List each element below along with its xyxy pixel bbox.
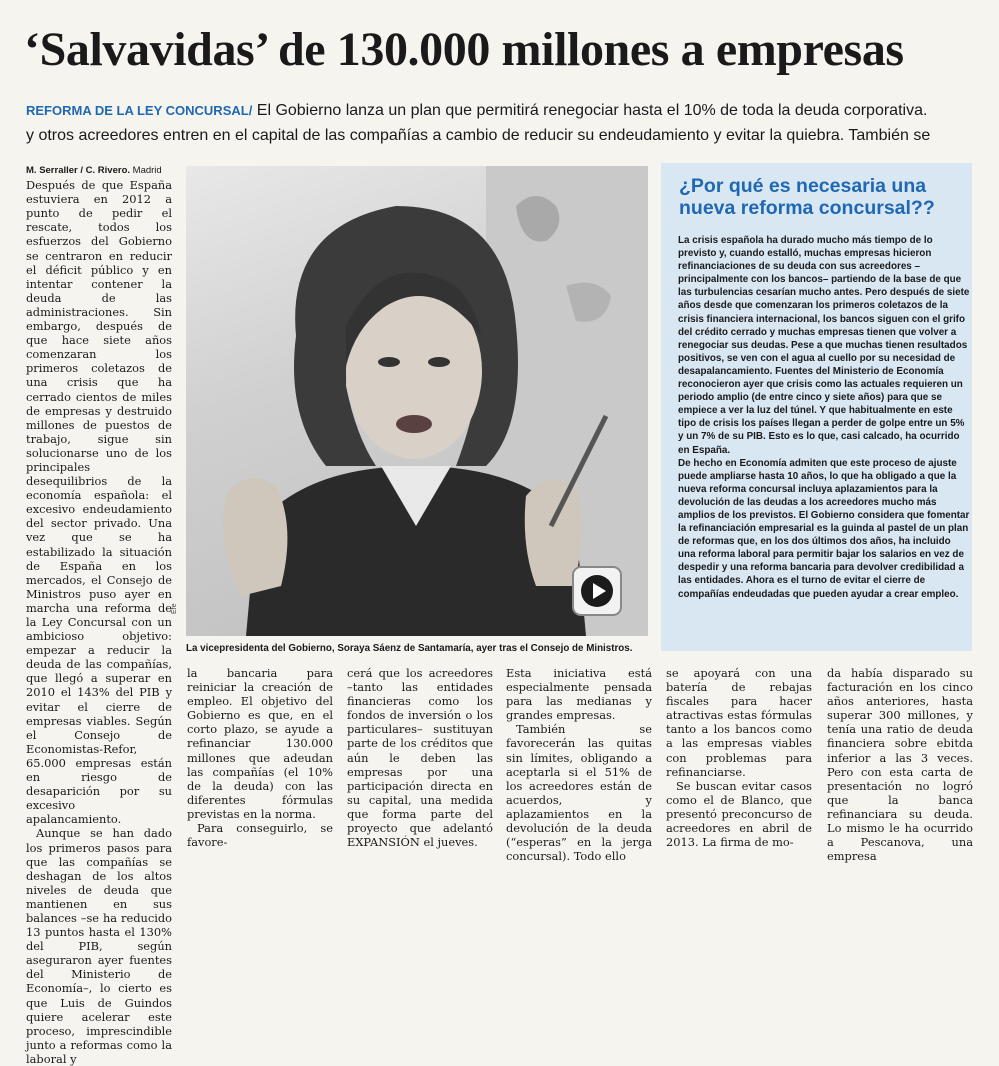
standfirst-line-2: y otros acreedores entren en el capital de las compañías a cambio de reducir su endeudamiento y evitar la quiebra. También se [26, 127, 931, 144]
article-paragraph: se apoyará con una batería de rebajas fiscales para hacer atractivas estas fórmulas tanto a los bancos como a las empresas viables con problemas para refinanciarse. [666, 666, 812, 779]
play-triangle-icon [593, 583, 606, 599]
sidebar-title: ¿Por qué es necesaria una nueva reforma concursal?? [679, 175, 935, 219]
article-paragraph: Para conseguirlo, se favore- [187, 821, 333, 850]
byline-city: Madrid [132, 165, 162, 176]
headline: ‘Salvavidas’ de 130.000 millones a empresas [24, 23, 904, 76]
article-column-4 [506, 666, 652, 863]
article-paragraph: da había disparado su facturación en los cinco años anteriores, hasta superar 300 millones, y tenía una ratio de deuda financiera sobre ebitda inferior a las 3 veces. Pero con esta carta de presentación no logró que la banca refinanciara su deuda. Lo mismo le ha ocurrido a Pescanova, una empresa [827, 666, 973, 864]
article-paragraph: También se favorecerán las quitas sin límites, obligando a aceptarla si el 51% de los acreedores están de acuerdos, y aplazamientos en la devolución de la deuda (“esperas” en la jerga concursal). Todo ello [506, 722, 652, 864]
video-play-button[interactable] [572, 566, 622, 616]
sidebar-text [678, 234, 970, 601]
article-paragraph: Después de que España estuviera en 2012 a punto de pedir el rescate, todos los esfuerzos del Gobierno se centraron en reducir el déficit público y en intentar contener la deuda de las administraciones. Sin embargo, después de que hace siete años comenzaran los primeros coletazos de una crisis que ha cerrado cientos de miles de empresas y destruido millones de puestos de trabajo, sigue sin solucionarse uno de los principales desequilibrios de la economía española: el excesivo endeudamiento del sector privado. Una vez que se ha estabilizado la situación de España en los mercados, el Consejo de Ministros puso ayer en marcha una reforma de la Ley Concursal con un ambicioso objetivo: empezar a reducir la deuda de las compañías, que llegó a superar en 2010 el 143% del PIB y evitar el cierre de empresas viables. Según el Consejo de Economistas-Refor, 65.000 empresas están en riesgo de desaparición por su excesivo apalancamiento. [26, 178, 172, 827]
byline-authors: M. Serraller / C. Rivero. [26, 165, 131, 176]
sidebar-paragraph: La crisis española ha durado mucho más tiempo de lo previsto y, cuando estalló, muchas empresas hicieron refinanciaciones de su deuda con sus acreedores –principalmente con los bancos– partiendo de la base de que las turbulencias cesarían mucho antes. Pero después de siete años desde que comenzaran los primeros coletazos de la crisis financiera internacional, los bancos siguen con el grifo del crédito cerrado y muchas empresas tienen que volver a renegociar sus deudas. Pese a que muchas tienen resultados positivos, se ven con el agua al cuello por su necesidad de desapalancamiento. Fuentes del Ministerio de Economía reconocieron ayer que crisis como las actuales requieren un periodo amplio (de entre cinco y siete años) para que se empiece a ver la luz del túnel. Y que habitualmente en este tipo de crisis los países llegan a perder de golpe entre un 5% y un 7% de su PIB. Esto es lo que, casi calcado, ha ocurrido en España. [678, 235, 970, 456]
article-paragraph: la bancaria para reiniciar la creación de empleo. El objetivo del Gobierno es que, en el corto plazo, se ayude a refinanciar 130.000 millones que adeudan las compañías (el 10% de la deuda) con las diferentes fórmulas previstas en la norma. [187, 666, 333, 821]
photo-caption: La vicepresidenta del Gobierno, Soraya Sáenz de Santamaría, ayer tras el Consejo de Ministros. [186, 643, 633, 654]
photo-credit: Efe [171, 603, 178, 614]
article-paragraph: Aunque se han dado los primeros pasos para que las compañías se deshagan de los altos niveles de deuda que mantienen en sus balances –se ha reducido 13 puntos hasta el 130% del PIB, según aseguraron ayer fuentes del Ministerio de Economía–, lo cierto es que Luis de Guindos quiere acelerar este proceso, imprescindible junto a reformas como la laboral y [26, 826, 172, 1066]
article-paragraph: Se buscan evitar casos como el de Blanco, que presentó preconcurso de acreedores en abril de 2013. La firma de mo- [666, 778, 812, 850]
standfirst [26, 98, 994, 148]
article-paragraph: cerá que los acreedores –tanto las entidades financieras como los fondos de inversión o los particulares– sustituyan parte de los créditos que aún le deben las empresas por una participación directa en su capital, una medida que forma parte del proyecto que adelantó EXPANSIÓN el jueves. [347, 666, 493, 850]
sidebar-box [661, 163, 972, 651]
byline [26, 164, 172, 178]
article-paragraph: Esta iniciativa está especialmente pensada para las medianas y grandes empresas. [506, 666, 652, 723]
article-column-5 [666, 666, 812, 849]
article-column-6 [827, 666, 973, 863]
article-column-2 [187, 666, 333, 849]
standfirst-text-1: El Gobierno lanza un plan que permitirá renegociar hasta el 10% de toda la deuda corporativa. [256, 102, 928, 119]
article-column-3 [347, 666, 493, 849]
sidebar-paragraph: De hecho en Economía admiten que este proceso de ajuste puede ampliarse hasta 10 años, lo que ha obligado a que la nueva reforma concursal incluya aplazamientos para la devolución de las deudas a los acreedores mucho más amplios de los previstos. El Gobierno considera que fomentar la refinanciación empresarial es la guinda al pastel de un plan de reformas que, en los dos últimos dos años, ha incluido una reforma laboral para permitir bajar los salarios en vez de despedir y una reforma bancaria para devolver credibilidad a las entidades. Ahora es el turno de evitar el cierre de compañías endeudadas que pueden ayudar a crear empleo. [678, 457, 970, 600]
standfirst-line-1 [26, 98, 994, 123]
article-column-1 [26, 164, 172, 1066]
kicker: REFORMA DE LA LEY CONCURSAL/ [26, 103, 253, 118]
